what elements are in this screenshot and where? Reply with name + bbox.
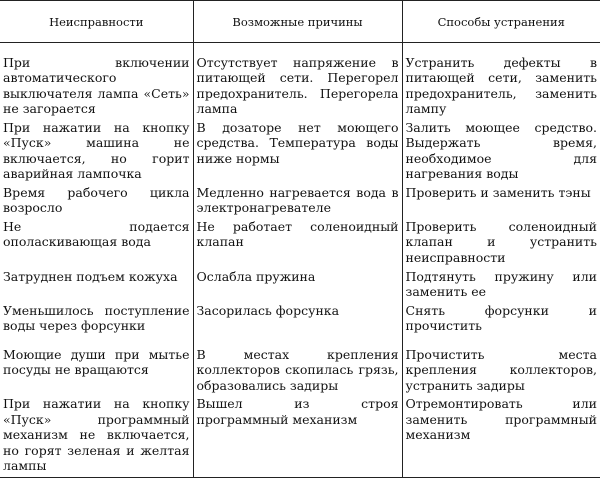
table-row bbox=[0, 219, 600, 269]
fault-text: Не подается ополаскивающая вода bbox=[3, 218, 190, 249]
table-row bbox=[0, 303, 600, 347]
remedy-cell bbox=[402, 303, 600, 347]
fault-cell bbox=[0, 120, 193, 185]
table-body bbox=[0, 43, 600, 478]
remedy-text: Снять форсунки и прочистить bbox=[405, 302, 597, 333]
table-header bbox=[0, 1, 600, 43]
remedy-cell bbox=[402, 269, 600, 303]
remedy-cell bbox=[402, 347, 600, 397]
remedy-text: Прочистить места крепления коллекторов, устранить задиры bbox=[405, 346, 597, 393]
header-row bbox=[0, 1, 600, 43]
remedy-text: Подтянуть пружину или заменить ее bbox=[405, 268, 597, 299]
fault-text: Время рабочего цикла возросло bbox=[3, 184, 190, 215]
remedy-cell bbox=[402, 396, 600, 477]
table-row bbox=[0, 120, 600, 185]
header-faults: Неисправности bbox=[0, 1, 193, 43]
table-row bbox=[0, 347, 600, 397]
remedy-cell bbox=[402, 185, 600, 219]
cause-cell bbox=[193, 269, 402, 303]
cause-cell bbox=[193, 219, 402, 269]
fault-text: Затруднен подъем кожуха bbox=[3, 268, 178, 284]
cause-cell bbox=[193, 396, 402, 477]
header-causes: Возможные причины bbox=[193, 1, 402, 43]
fault-cell bbox=[0, 269, 193, 303]
cause-cell bbox=[193, 55, 402, 120]
fault-cell bbox=[0, 55, 193, 120]
remedy-cell bbox=[402, 120, 600, 185]
remedy-text: Устранить дефекты в питающей сети, заменить предохранитель, заменить лампу bbox=[405, 54, 597, 116]
cause-text: Отсутствует напряжение в питающей сети. Перегорел предохранитель. Перегорела лампа bbox=[196, 54, 399, 116]
remedy-text: Отремонтировать или заменить программный механизм bbox=[405, 396, 597, 442]
remedy-cell bbox=[402, 219, 600, 269]
table-row bbox=[0, 269, 600, 303]
cause-cell bbox=[193, 120, 402, 185]
table-row bbox=[0, 396, 600, 477]
remedy-text: Проверить соленоидный клапан и устранить неисправности bbox=[405, 218, 597, 265]
fault-cell bbox=[0, 396, 193, 477]
table-row bbox=[0, 55, 600, 120]
cause-text: Медленно нагревается вода в электронагревателе bbox=[196, 184, 399, 215]
remedy-text: Проверить и заменить тэны bbox=[405, 184, 591, 200]
fault-text: При нажатии на кнопку «Пуск» машина не включается, но горит аварийная лампочка bbox=[3, 119, 190, 181]
cause-text: В местах крепления коллекторов скопилась грязь, образовались задиры bbox=[196, 346, 399, 393]
fault-text: При нажатии на кнопку «Пуск» программный механизм не включается, но горят зеленая и желтая лампы bbox=[3, 396, 190, 473]
table-row bbox=[0, 185, 600, 219]
cause-text: Не работает соленоидный клапан bbox=[196, 218, 399, 249]
fault-text: При включении автоматического выключателя лампа «Сеть» не загорается bbox=[3, 54, 190, 116]
spacer-row bbox=[0, 43, 600, 55]
fault-text: Моющие души при мытье посуды не вращаются bbox=[3, 346, 190, 377]
cause-text: В дозаторе нет моющего средства. Температура воды ниже нормы bbox=[196, 119, 399, 166]
cause-cell bbox=[193, 185, 402, 219]
fault-cell bbox=[0, 185, 193, 219]
fault-cell bbox=[0, 347, 193, 397]
remedy-cell bbox=[402, 55, 600, 120]
fault-cell bbox=[0, 219, 193, 269]
fault-text: Уменьшилось поступление воды через форсунки bbox=[3, 302, 190, 333]
cause-cell bbox=[193, 303, 402, 347]
cause-text: Засорилась форсунка bbox=[196, 302, 340, 318]
header-remedies: Способы устранения bbox=[402, 1, 600, 43]
fault-cell bbox=[0, 303, 193, 347]
cause-cell bbox=[193, 347, 402, 397]
cause-text: Вышел из строя программный механизм bbox=[196, 396, 399, 427]
remedy-text: Залить моющее средство. Выдержать время, необходимое для нагревания воды bbox=[405, 119, 597, 181]
cause-text: Ослабла пружина bbox=[196, 268, 316, 284]
